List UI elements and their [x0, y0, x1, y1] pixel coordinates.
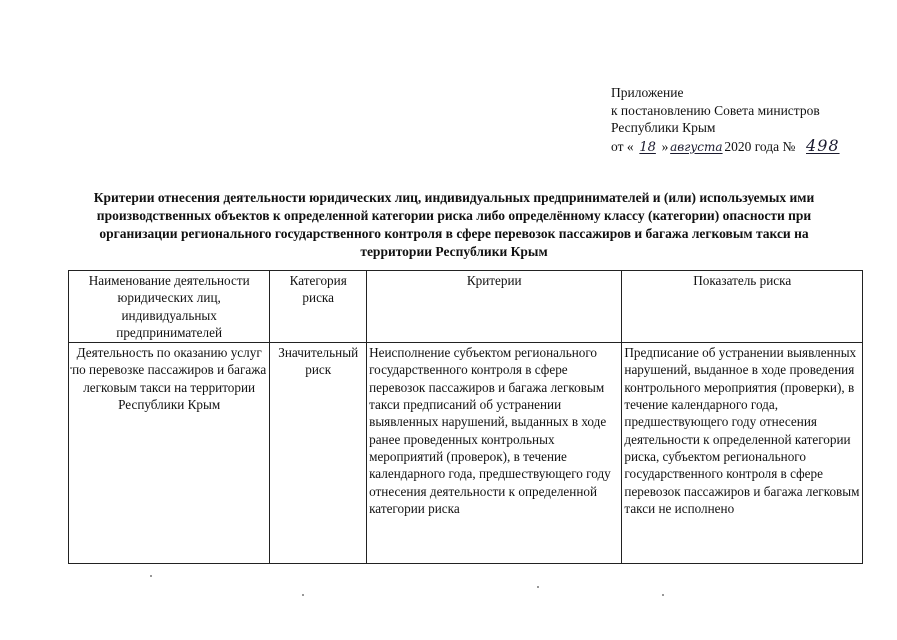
cell-activity: Деятельность по оказанию услуг по перевозке пассажиров и багажа легковым такси на территории Республики Крым: [69, 343, 270, 564]
cell-indicator: Предписание об устранении выявленных нарушений, выданное в ходе проведения контрольного мероприятия (проверки), в течение календарного года, предшествующего году отнесения деятельности к определенной категории риска, субъектом регионального государственного контроля в сфере перевозок пассажиров и багажа легковым такси не исполнено: [622, 343, 863, 564]
header-activity: Наименование деятельности юридических лиц, индивидуальных предпринимателей: [69, 271, 270, 343]
header-criteria: Критерии: [367, 271, 622, 343]
scan-speck: [662, 594, 664, 596]
document-title: Критерии отнесения деятельности юридических лиц, индивидуальных предпринимателей и (или) используемых ими производственных объектов к определенной категории риска либо определённому классу (категории) опасности при организации регионального государственного контроля в сфере перевозок пассажиров и багажа легковым такси на территории Республики Крым: [93, 190, 815, 259]
appendix-line-1: Приложение: [611, 85, 684, 100]
cell-category: Значительный риск: [270, 343, 367, 564]
scan-speck: [70, 367, 72, 369]
date-separator: »: [661, 138, 669, 154]
table-header-row: [69, 271, 863, 343]
handwritten-day: 18: [639, 139, 656, 155]
header-indicator: Показатель риска: [622, 271, 863, 343]
handwritten-month: августа: [670, 139, 723, 154]
appendix-block: [611, 84, 847, 156]
date-prefix: от «: [611, 138, 634, 154]
cell-criteria: Неисполнение субъектом регионального государственного контроля в сфере перевозок пассажиров и багажа легковым такси предписаний об устранении выявленных нарушений, выданных в ходе ранее проведенных контрольных мероприятий (проверок), в течение календарного года, предшествующего году отнесения деятельности к определенной категории риска: [367, 343, 622, 564]
risk-criteria-table: [68, 270, 863, 564]
scan-speck: [150, 575, 152, 577]
table-row: [69, 343, 863, 564]
appendix-line-2: к постановлению Совета министров: [611, 102, 820, 118]
scan-speck: [537, 586, 539, 588]
header-category: Категория риска: [270, 271, 367, 343]
appendix-line-3: Республики Крым: [611, 120, 716, 135]
date-year: 2020 года №: [724, 138, 796, 154]
appendix-date-line: [611, 137, 847, 157]
handwritten-doc-number: 498: [806, 135, 840, 155]
scan-speck: [302, 594, 304, 596]
